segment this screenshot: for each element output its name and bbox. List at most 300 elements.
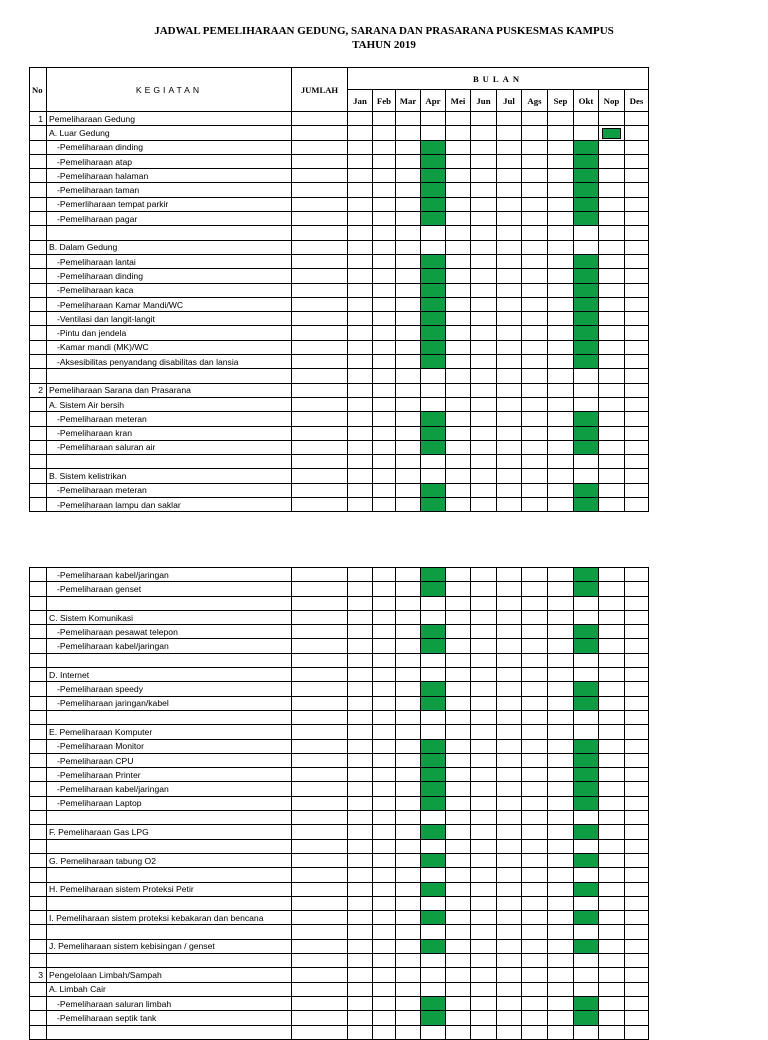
month-cell (348, 469, 373, 483)
scheduled-month-cell (574, 682, 599, 696)
activity-label (47, 925, 292, 939)
month-cell (396, 397, 421, 411)
jumlah-cell (292, 796, 348, 810)
month-cell (497, 782, 522, 796)
month-cell (446, 483, 471, 497)
month-cell (625, 498, 649, 512)
month-cell (373, 254, 396, 268)
month-cell (421, 397, 446, 411)
month-cell (446, 582, 471, 596)
month-cell (348, 682, 373, 696)
month-cell (396, 610, 421, 624)
month-cell (471, 653, 497, 667)
month-cell (396, 254, 421, 268)
jumlah-cell (292, 369, 348, 383)
table-row (30, 469, 649, 483)
table-row (30, 868, 649, 882)
month-cell (625, 312, 649, 326)
scheduled-month-cell (574, 297, 599, 311)
month-cell (471, 839, 497, 853)
month-cell (373, 653, 396, 667)
month-cell (522, 169, 548, 183)
jumlah-cell (292, 154, 348, 168)
month-cell (373, 498, 396, 512)
month-cell (446, 954, 471, 968)
month-cell (373, 240, 396, 254)
month-cell (522, 369, 548, 383)
month-cell (396, 226, 421, 240)
scheduled-month-cell (574, 183, 599, 197)
month-cell (373, 283, 396, 297)
row-number (30, 140, 47, 154)
scheduled-month-cell (421, 426, 446, 440)
month-cell (574, 710, 599, 724)
month-cell (396, 498, 421, 512)
month-cell (599, 112, 625, 126)
month-cell (522, 825, 548, 839)
month-cell (373, 996, 396, 1010)
month-cell (373, 297, 396, 311)
month-cell (471, 183, 497, 197)
month-cell (599, 1025, 625, 1039)
table-row (30, 412, 649, 426)
month-cell (497, 882, 522, 896)
month-cell (548, 283, 574, 297)
table-row (30, 154, 649, 168)
scheduled-month-cell (574, 212, 599, 226)
month-cell (522, 568, 548, 582)
month-cell (522, 469, 548, 483)
month-cell (348, 326, 373, 340)
month-cell (625, 739, 649, 753)
month-cell (348, 911, 373, 925)
month-cell (625, 440, 649, 454)
month-cell (548, 739, 574, 753)
month-cell (421, 596, 446, 610)
month-cell (522, 968, 548, 982)
month-cell (497, 412, 522, 426)
month-cell (548, 1011, 574, 1025)
month-cell (497, 126, 522, 140)
month-cell (471, 355, 497, 369)
table-row (30, 954, 649, 968)
month-cell (446, 197, 471, 211)
month-cell (446, 183, 471, 197)
scheduled-month-cell (421, 939, 446, 953)
activity-label: -Pemeliharaan genset (47, 582, 292, 596)
month-cell (421, 725, 446, 739)
jumlah-cell (292, 582, 348, 596)
month-cell (446, 839, 471, 853)
month-cell (497, 1011, 522, 1025)
month-cell (599, 725, 625, 739)
month-cell (373, 639, 396, 653)
month-cell (625, 668, 649, 682)
row-number (30, 925, 47, 939)
month-cell (348, 312, 373, 326)
month-cell (348, 853, 373, 867)
month-cell (574, 668, 599, 682)
month-cell (497, 696, 522, 710)
month-cell (396, 297, 421, 311)
month-cell (471, 739, 497, 753)
month-cell (497, 725, 522, 739)
row-number (30, 197, 47, 211)
month-cell (599, 340, 625, 354)
month-header: Feb (373, 90, 396, 112)
month-cell (471, 896, 497, 910)
month-cell (471, 312, 497, 326)
month-cell (373, 397, 396, 411)
row-number (30, 839, 47, 853)
month-cell (396, 582, 421, 596)
month-cell (522, 982, 548, 996)
header-jumlah: JUMLAH (292, 68, 348, 112)
month-cell (548, 426, 574, 440)
row-number (30, 668, 47, 682)
table-row (30, 1011, 649, 1025)
month-cell (348, 154, 373, 168)
month-cell (548, 112, 574, 126)
month-cell (373, 939, 396, 953)
month-cell (625, 710, 649, 724)
row-number (30, 397, 47, 411)
scheduled-month-cell (574, 582, 599, 596)
month-cell (599, 710, 625, 724)
month-cell (599, 297, 625, 311)
row-number: 1 (30, 112, 47, 126)
month-cell (625, 197, 649, 211)
month-cell (421, 610, 446, 624)
activity-label: -Pemeliharaan kran (47, 426, 292, 440)
month-cell (625, 112, 649, 126)
month-cell (446, 982, 471, 996)
month-cell (522, 426, 548, 440)
table-row (30, 782, 649, 796)
month-cell (446, 668, 471, 682)
month-cell (625, 469, 649, 483)
month-cell (446, 383, 471, 397)
month-cell (348, 968, 373, 982)
month-cell (599, 412, 625, 426)
month-cell (373, 725, 396, 739)
month-cell (471, 696, 497, 710)
month-cell (446, 154, 471, 168)
month-cell (373, 340, 396, 354)
month-header: Sep (548, 90, 574, 112)
activity-label: -Pemeliharaan kabel/jaringan (47, 782, 292, 796)
scheduled-month-cell (421, 1011, 446, 1025)
month-cell (396, 639, 421, 653)
month-cell (348, 169, 373, 183)
month-cell (497, 212, 522, 226)
month-cell (548, 183, 574, 197)
scheduled-month-cell (574, 440, 599, 454)
month-cell (373, 668, 396, 682)
month-cell (396, 212, 421, 226)
scheduled-month-cell (574, 911, 599, 925)
row-number (30, 455, 47, 469)
row-number (30, 696, 47, 710)
month-cell (497, 639, 522, 653)
scheduled-month-cell (421, 882, 446, 896)
month-cell (548, 340, 574, 354)
month-cell (446, 112, 471, 126)
month-cell (548, 596, 574, 610)
month-cell (471, 911, 497, 925)
table-row (30, 455, 649, 469)
month-cell (522, 383, 548, 397)
month-cell (599, 868, 625, 882)
month-cell (522, 254, 548, 268)
month-cell (599, 896, 625, 910)
table-row (30, 853, 649, 867)
month-cell (421, 868, 446, 882)
month-cell (522, 1011, 548, 1025)
month-cell (396, 112, 421, 126)
month-cell (599, 582, 625, 596)
scheduled-month-cell (574, 283, 599, 297)
month-cell (373, 1025, 396, 1039)
month-cell (625, 183, 649, 197)
row-number (30, 682, 47, 696)
month-cell (599, 782, 625, 796)
month-cell (373, 183, 396, 197)
scheduled-marker (602, 128, 621, 139)
scheduled-month-cell (574, 254, 599, 268)
month-cell (471, 440, 497, 454)
scheduled-month-cell (421, 169, 446, 183)
month-cell (471, 625, 497, 639)
table-row (30, 183, 649, 197)
month-cell (548, 653, 574, 667)
header-no: No (30, 68, 47, 112)
month-cell (396, 140, 421, 154)
month-cell (548, 326, 574, 340)
schedule-table-bottom (29, 567, 649, 1040)
month-cell (471, 853, 497, 867)
month-cell (599, 369, 625, 383)
month-header: Apr (421, 90, 446, 112)
activity-label: -Pemerliharaan tempat parkir (47, 197, 292, 211)
month-cell (446, 739, 471, 753)
month-cell (396, 768, 421, 782)
month-cell (446, 340, 471, 354)
table-row (30, 112, 649, 126)
month-cell (348, 297, 373, 311)
month-cell (625, 426, 649, 440)
month-cell (548, 498, 574, 512)
month-cell (599, 682, 625, 696)
month-cell (348, 1011, 373, 1025)
month-cell (497, 753, 522, 767)
month-cell (497, 839, 522, 853)
month-cell (471, 140, 497, 154)
scheduled-month-cell (421, 625, 446, 639)
month-cell (625, 853, 649, 867)
scheduled-month-cell (421, 197, 446, 211)
month-cell (396, 369, 421, 383)
month-cell (548, 911, 574, 925)
month-cell (446, 596, 471, 610)
month-cell (548, 469, 574, 483)
activity-label (47, 710, 292, 724)
month-cell (599, 254, 625, 268)
month-cell (446, 825, 471, 839)
month-cell (599, 996, 625, 1010)
activity-label: -Pemeliharaan saluran limbah (47, 996, 292, 1010)
jumlah-cell (292, 625, 348, 639)
month-header: Okt (574, 90, 599, 112)
month-cell (471, 596, 497, 610)
month-cell (574, 868, 599, 882)
month-cell (497, 939, 522, 953)
month-cell (497, 112, 522, 126)
month-cell (348, 412, 373, 426)
month-cell (548, 839, 574, 853)
month-cell (548, 383, 574, 397)
scheduled-month-cell (574, 996, 599, 1010)
month-cell (625, 753, 649, 767)
month-cell (522, 882, 548, 896)
month-cell (522, 1025, 548, 1039)
jumlah-cell (292, 269, 348, 283)
month-cell (373, 269, 396, 283)
month-cell (396, 853, 421, 867)
activity-label: -Pemeliharaan dinding (47, 140, 292, 154)
row-number (30, 596, 47, 610)
activity-label: I. Pemeliharaan sistem proteksi kebakaran dan bencana (47, 911, 292, 925)
month-cell (599, 154, 625, 168)
month-cell (421, 383, 446, 397)
month-cell (373, 383, 396, 397)
month-cell (471, 412, 497, 426)
month-header: Mei (446, 90, 471, 112)
month-cell (497, 240, 522, 254)
month-cell (522, 297, 548, 311)
month-cell (548, 825, 574, 839)
month-cell (522, 355, 548, 369)
month-cell (574, 126, 599, 140)
month-cell (471, 1025, 497, 1039)
table-row (30, 668, 649, 682)
month-cell (348, 753, 373, 767)
month-cell (497, 154, 522, 168)
month-cell (548, 753, 574, 767)
table-row (30, 383, 649, 397)
month-cell (373, 568, 396, 582)
jumlah-cell (292, 768, 348, 782)
row-number (30, 811, 47, 825)
month-cell (574, 226, 599, 240)
month-cell (599, 639, 625, 653)
jumlah-cell (292, 825, 348, 839)
row-number (30, 412, 47, 426)
month-cell (574, 240, 599, 254)
jumlah-cell (292, 982, 348, 996)
month-cell (574, 369, 599, 383)
month-cell (522, 710, 548, 724)
month-cell (522, 925, 548, 939)
month-cell (373, 112, 396, 126)
month-cell (599, 825, 625, 839)
month-cell (599, 625, 625, 639)
month-cell (497, 197, 522, 211)
month-cell (446, 426, 471, 440)
month-cell (421, 896, 446, 910)
row-number (30, 653, 47, 667)
scheduled-month-cell (421, 412, 446, 426)
month-cell (373, 440, 396, 454)
table-row (30, 568, 649, 582)
month-cell (497, 426, 522, 440)
row-number (30, 440, 47, 454)
month-cell (599, 1011, 625, 1025)
month-cell (625, 269, 649, 283)
month-cell (625, 412, 649, 426)
month-cell (396, 682, 421, 696)
row-number (30, 254, 47, 268)
month-cell (396, 568, 421, 582)
scheduled-month-cell (574, 412, 599, 426)
table-row (30, 254, 649, 268)
month-cell (548, 725, 574, 739)
jumlah-cell (292, 383, 348, 397)
month-cell (396, 939, 421, 953)
table-row (30, 169, 649, 183)
month-cell (373, 610, 396, 624)
month-cell (471, 996, 497, 1010)
month-cell (348, 939, 373, 953)
month-cell (348, 825, 373, 839)
month-cell (497, 355, 522, 369)
month-cell (522, 954, 548, 968)
month-cell (348, 254, 373, 268)
month-cell (471, 369, 497, 383)
jumlah-cell (292, 340, 348, 354)
month-header: Jan (348, 90, 373, 112)
month-cell (471, 397, 497, 411)
month-cell (625, 925, 649, 939)
row-number (30, 882, 47, 896)
month-cell (625, 340, 649, 354)
table-row (30, 653, 649, 667)
month-cell (548, 868, 574, 882)
month-cell (446, 397, 471, 411)
month-cell (471, 939, 497, 953)
month-cell (522, 610, 548, 624)
month-cell (471, 1011, 497, 1025)
month-cell (348, 568, 373, 582)
activity-label: B. Sistem kelistrikan (47, 469, 292, 483)
month-cell (497, 911, 522, 925)
month-cell (471, 954, 497, 968)
month-cell (446, 440, 471, 454)
month-cell (599, 355, 625, 369)
month-cell (348, 954, 373, 968)
table-row (30, 725, 649, 739)
month-cell (373, 369, 396, 383)
row-number (30, 240, 47, 254)
month-cell (471, 610, 497, 624)
month-cell (522, 853, 548, 867)
month-cell (522, 896, 548, 910)
month-cell (446, 753, 471, 767)
month-cell (599, 839, 625, 853)
month-cell (348, 596, 373, 610)
month-cell (599, 283, 625, 297)
month-cell (599, 397, 625, 411)
